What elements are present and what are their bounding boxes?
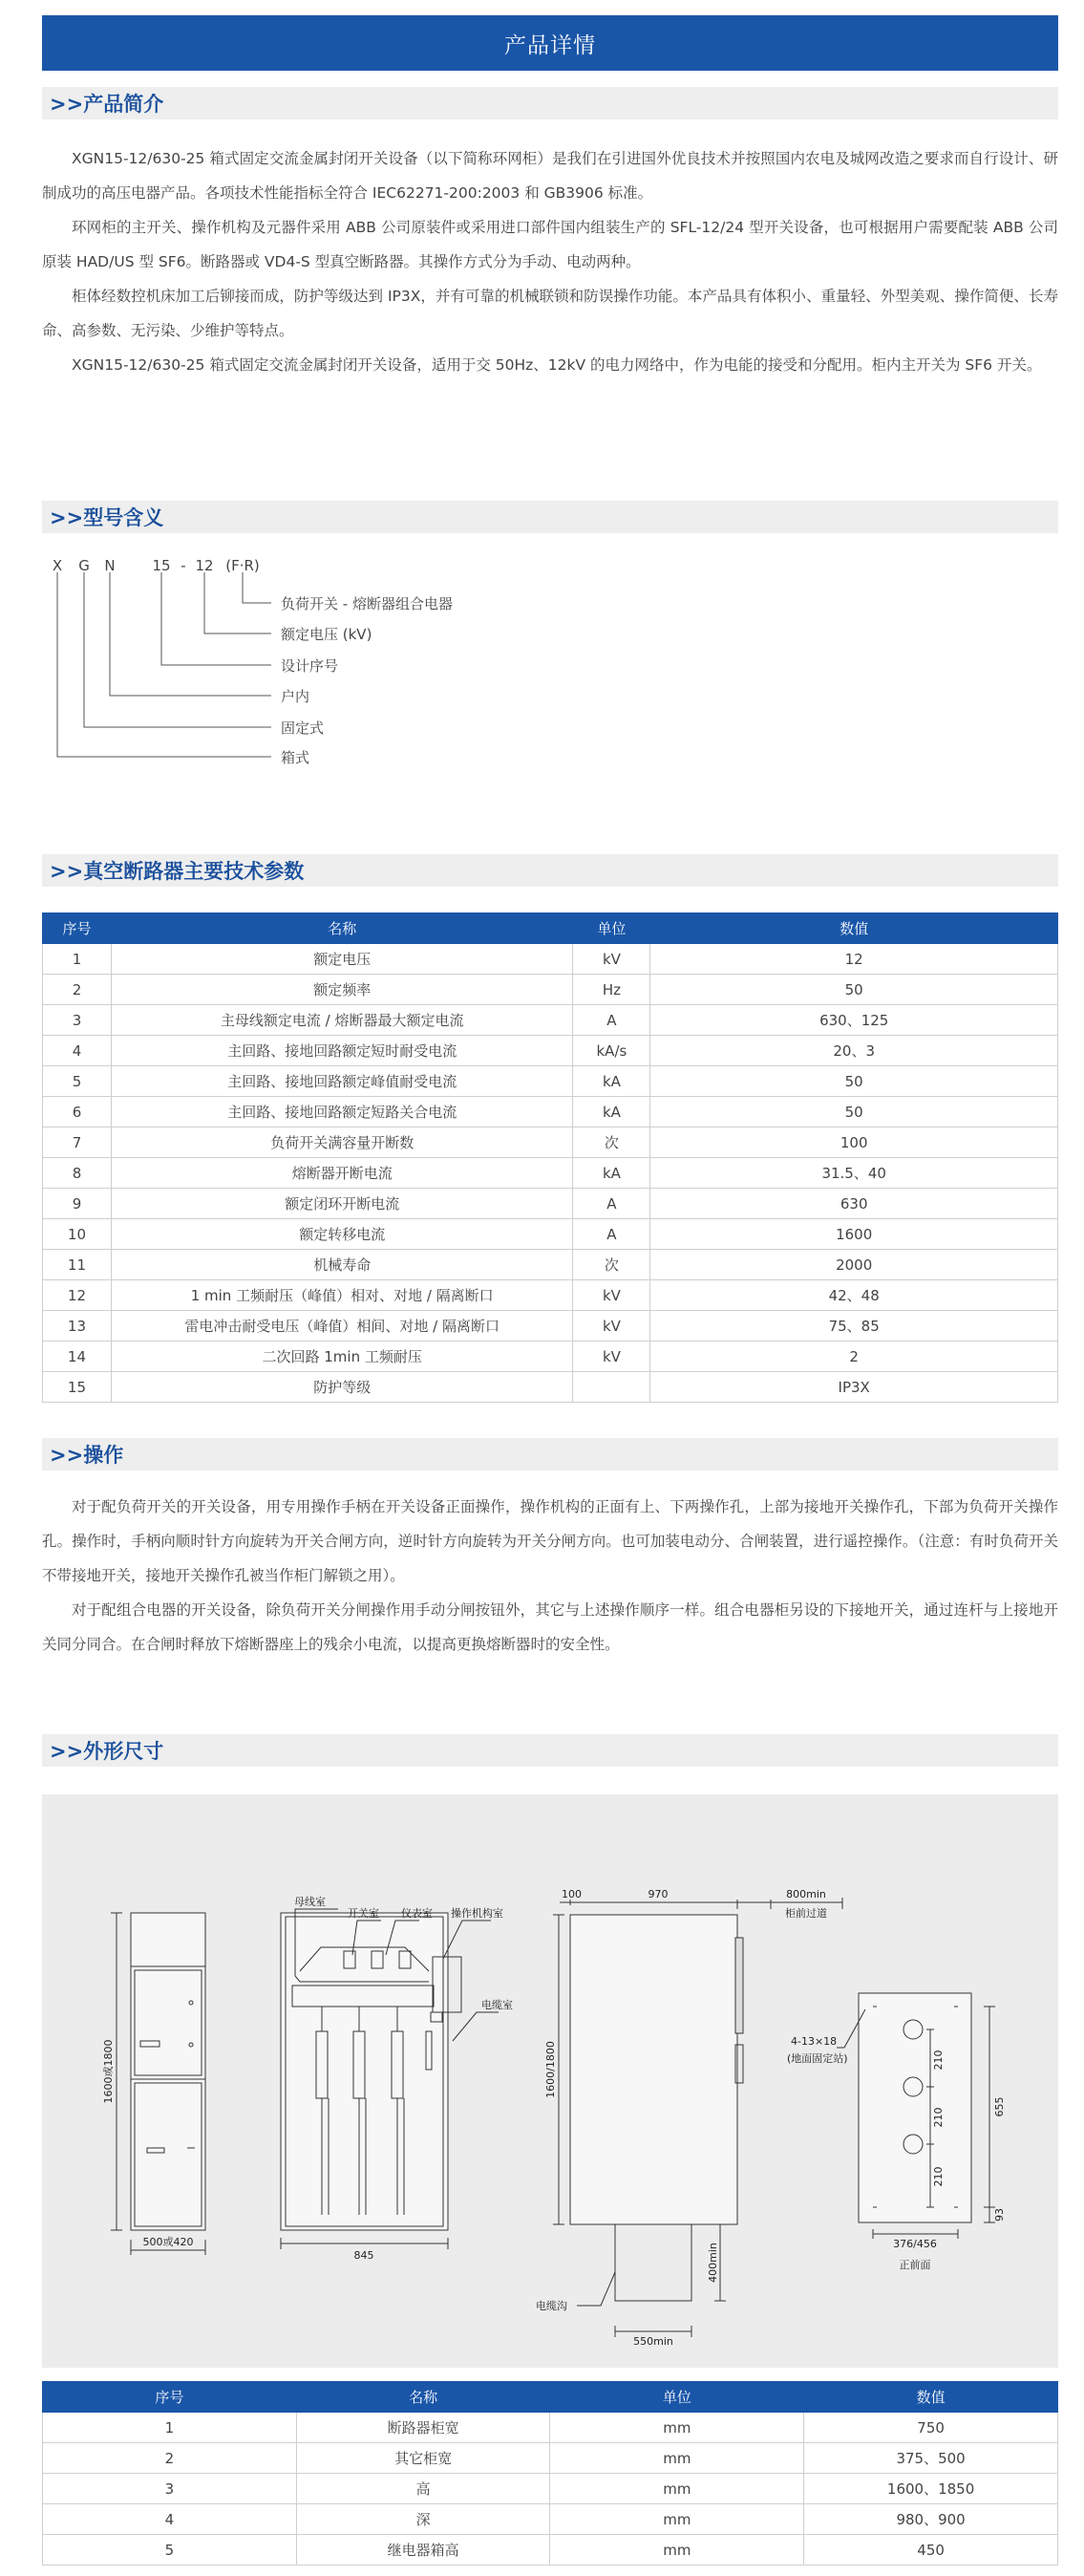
table-cell: 主回路、接地回路额定峰值耐受电流 xyxy=(111,1066,573,1097)
table-cell: 50 xyxy=(650,1097,1058,1127)
table-cell: mm xyxy=(550,2535,804,2565)
model-diagram xyxy=(42,547,615,777)
label-busbar-room: 母线室 xyxy=(294,1896,326,1908)
dim-width-inner: 845 xyxy=(353,2249,374,2262)
intro-text xyxy=(42,141,1058,382)
table-cell: 1 xyxy=(43,944,112,975)
section-title-params: >>真空断路器主要技术参数 xyxy=(42,854,1058,887)
model-code-n: N xyxy=(104,557,116,574)
label-front-face: 正前面 xyxy=(899,2259,931,2271)
table-cell: 6 xyxy=(43,1097,112,1127)
table-cell: 主回路、接地回路额定短路关合电流 xyxy=(111,1097,573,1127)
table-cell: 12 xyxy=(650,944,1058,975)
table-cell: 额定闭环开断电流 xyxy=(111,1189,573,1219)
table-cell: mm xyxy=(550,2474,804,2504)
table-cell: 2 xyxy=(43,2443,297,2474)
table-cell: kA xyxy=(573,1158,650,1189)
table-header: 单位 xyxy=(573,913,650,944)
table-header: 单位 xyxy=(550,2382,804,2413)
model-meaning: 负荷开关 - 熔断器组合电器 xyxy=(281,595,453,612)
table-cell: 14 xyxy=(43,1342,112,1372)
dim-height-front: 1600或1800 xyxy=(102,2039,115,2104)
dim-550: 550min xyxy=(633,2335,673,2348)
intro-paragraph: XGN15-12/630-25 箱式固定交流金属封闭开关设备（以下简称环网柜）是我们在引进国外优良技术并按照国内农电及城网改造之要求而自行设计、研制成功的高压电器产品。各项技术性能指标全符合 IEC62271-200:2003 和 GB3906 标准。 xyxy=(42,150,1058,202)
table-cell: 42、48 xyxy=(650,1280,1058,1311)
dim-210: 210 xyxy=(932,2050,945,2071)
table-cell: 50 xyxy=(650,975,1058,1005)
table-cell: 980、900 xyxy=(804,2504,1058,2535)
operation-text xyxy=(42,1490,1058,1662)
table-cell: mm xyxy=(550,2413,804,2443)
model-meaning: 固定式 xyxy=(281,719,325,737)
table-cell: 二次回路 1min 工频耐压 xyxy=(111,1342,573,1372)
model-meaning: 额定电压 (kV) xyxy=(281,626,372,643)
label-ground-fix: (地面固定站) xyxy=(787,2052,848,2065)
table-cell: 20、3 xyxy=(650,1036,1058,1066)
table-cell: 31.5、40 xyxy=(650,1158,1058,1189)
dim-970: 970 xyxy=(648,1888,669,1900)
table-cell: 13 xyxy=(43,1311,112,1342)
table-cell: 9 xyxy=(43,1189,112,1219)
table-cell: 1600 xyxy=(650,1219,1058,1250)
table-cell: 断路器柜宽 xyxy=(296,2413,550,2443)
table-cell: 15 xyxy=(43,1372,112,1403)
table-cell: 750 xyxy=(804,2413,1058,2443)
table-header: 数值 xyxy=(804,2382,1058,2413)
table-cell: 高 xyxy=(296,2474,550,2504)
table-cell: 11 xyxy=(43,1250,112,1280)
table-cell: 主回路、接地回路额定短时耐受电流 xyxy=(111,1036,573,1066)
table-row xyxy=(43,1127,1058,1158)
dim-400: 400min xyxy=(707,2243,719,2283)
table-cell: 额定频率 xyxy=(111,975,573,1005)
dim-376: 376/456 xyxy=(893,2238,937,2250)
table-cell xyxy=(573,1372,650,1403)
operation-paragraph: 对于配组合电器的开关设备，除负荷开关分闸操作用手动分闸按钮外，其它与上述操作顺序一样。组合电器柜另设的下接地开关，通过连杆与上接地开关同分同合。在合闸时释放下熔断器座上的残余小电流，以提高更换熔断器时的安全性。 xyxy=(42,1601,1058,1653)
dim-width-front: 500或420 xyxy=(142,2236,194,2248)
table-cell: 5 xyxy=(43,1066,112,1097)
dimensions-table xyxy=(42,2381,1058,2565)
table-cell: 机械寿命 xyxy=(111,1250,573,1280)
intro-paragraph: 环网柜的主开关、操作机构及元器件采用 ABB 公司原装件或采用进口部件国内组装生产的 SFL-12/24 型开关设备，也可根据用户需要配装 ABB 公司原装 HAD/US 型 SF6。断路器或 VD4-S 型真空断路器。其操作方式分为手动、电动两种。 xyxy=(42,219,1058,270)
table-cell: 1600、1850 xyxy=(804,2474,1058,2504)
table-cell: 450 xyxy=(804,2535,1058,2565)
table-cell: 2 xyxy=(650,1342,1058,1372)
table-cell: 3 xyxy=(43,2474,297,2504)
table-cell: 防护等级 xyxy=(111,1372,573,1403)
section-title-model: >>型号含义 xyxy=(42,501,1058,533)
table-row xyxy=(43,1005,1058,1036)
table-cell: kA xyxy=(573,1097,650,1127)
table-cell: 次 xyxy=(573,1250,650,1280)
table-cell: 次 xyxy=(573,1127,650,1158)
model-meaning: 箱式 xyxy=(281,749,310,766)
table-header: 序号 xyxy=(43,913,112,944)
table-row xyxy=(43,2474,1058,2504)
table-row xyxy=(43,2413,1058,2443)
dim-height-side: 1600/1800 xyxy=(544,2041,557,2098)
table-cell: 1 xyxy=(43,2413,297,2443)
params-table-body xyxy=(43,944,1058,1403)
table-cell: 额定转移电流 xyxy=(111,1219,573,1250)
table-cell: 12 xyxy=(43,1280,112,1311)
label-instrument-room: 仪表室 xyxy=(401,1907,433,1920)
dim-93: 93 xyxy=(993,2208,1006,2222)
table-row xyxy=(43,1158,1058,1189)
table-cell: kV xyxy=(573,1311,650,1342)
table-cell: 2000 xyxy=(650,1250,1058,1280)
table-cell: 雷电冲击耐受电压（峰值）相间、对地 / 隔离断口 xyxy=(111,1311,573,1342)
label-bolts: 4-13×18 xyxy=(791,2035,838,2048)
table-cell: 其它柜宽 xyxy=(296,2443,550,2474)
table-cell: 负荷开关满容量开断数 xyxy=(111,1127,573,1158)
section-title-dimensions: >>外形尺寸 xyxy=(42,1734,1058,1767)
table-cell: 5 xyxy=(43,2535,297,2565)
table-cell: 10 xyxy=(43,1219,112,1250)
page-title: 产品详情 xyxy=(42,15,1058,71)
table-row xyxy=(43,1280,1058,1311)
dim-210: 210 xyxy=(932,2166,945,2187)
table-cell: kA/s xyxy=(573,1036,650,1066)
dimension-drawing xyxy=(42,1794,1058,2368)
table-row xyxy=(43,1097,1058,1127)
label-switch-room: 开关室 xyxy=(348,1907,379,1920)
table-cell: 主母线额定电流 / 熔断器最大额定电流 xyxy=(111,1005,573,1036)
table-cell: A xyxy=(573,1219,650,1250)
table-row xyxy=(43,2504,1058,2535)
model-meaning: 设计序号 xyxy=(281,657,339,675)
table-row xyxy=(43,1372,1058,1403)
model-code-x: X xyxy=(52,557,63,574)
params-table xyxy=(42,912,1058,1403)
table-cell: 375、500 xyxy=(804,2443,1058,2474)
table-cell: 2 xyxy=(43,975,112,1005)
table-cell: mm xyxy=(550,2504,804,2535)
table-row xyxy=(43,1250,1058,1280)
table-cell: 1 min 工频耐压（峰值）相对、对地 / 隔离断口 xyxy=(111,1280,573,1311)
dim-210: 210 xyxy=(932,2107,945,2128)
table-cell: 50 xyxy=(650,1066,1058,1097)
table-header: 名称 xyxy=(296,2382,550,2413)
table-cell: mm xyxy=(550,2443,804,2474)
table-row xyxy=(43,1219,1058,1250)
model-code-serial: 15 xyxy=(152,557,171,574)
dim-100: 100 xyxy=(562,1888,582,1900)
label-cable-trench: 电缆沟 xyxy=(536,2300,567,2312)
table-row xyxy=(43,1036,1058,1066)
label-mechanism-room: 操作机构室 xyxy=(451,1907,503,1920)
table-cell: kV xyxy=(573,1342,650,1372)
table-cell: A xyxy=(573,1005,650,1036)
table-cell: 深 xyxy=(296,2504,550,2535)
table-cell: 100 xyxy=(650,1127,1058,1158)
table-cell: 额定电压 xyxy=(111,944,573,975)
table-cell: 8 xyxy=(43,1158,112,1189)
table-cell: 75、85 xyxy=(650,1311,1058,1342)
table-row xyxy=(43,2535,1058,2565)
table-row xyxy=(43,1066,1058,1097)
label-aisle: 柜前过道 xyxy=(785,1907,827,1920)
operation-paragraph: 对于配负荷开关的开关设备，用专用操作手柄在开关设备正面操作，操作机构的正面有上、下两操作孔，上部为接地开关操作孔，下部为负荷开关操作孔。操作时，手柄向顺时针方向旋转为开关合闸方向，逆时针方向旋转为开关分闸方向。也可加装电动分、合闸装置，进行遥控操作。（注意：有时负荷开关不带接地开关，接地开关操作孔被当作柜门解锁之用）。 xyxy=(42,1498,1058,1584)
table-cell: 7 xyxy=(43,1127,112,1158)
table-row xyxy=(43,1342,1058,1372)
dim-800: 800min xyxy=(786,1888,826,1900)
table-cell: 4 xyxy=(43,2504,297,2535)
table-cell: Hz xyxy=(573,975,650,1005)
table-cell: 3 xyxy=(43,1005,112,1036)
table-cell: kA xyxy=(573,1066,650,1097)
dim-655: 655 xyxy=(993,2096,1006,2117)
section-title-operation: >>操作 xyxy=(42,1438,1058,1470)
table-cell: A xyxy=(573,1189,650,1219)
table-header: 名称 xyxy=(111,913,573,944)
table-header: 序号 xyxy=(43,2382,297,2413)
cabinet-drawing xyxy=(42,1794,1058,2368)
table-cell: 熔断器开断电流 xyxy=(111,1158,573,1189)
intro-paragraph: 柜体经数控机床加工后铆接而成，防护等级达到 IP3X，并有可靠的机械联锁和防误操作功能。本产品具有体积小、重量轻、外型美观、操作简便、长寿命、高参数、无污染、少维护等特点。 xyxy=(42,288,1058,339)
table-row xyxy=(43,1189,1058,1219)
dimensions-table-body xyxy=(43,2413,1058,2565)
table-cell: kV xyxy=(573,1280,650,1311)
table-cell: kV xyxy=(573,944,650,975)
table-row xyxy=(43,975,1058,1005)
table-row xyxy=(43,2443,1058,2474)
model-meaning: 户内 xyxy=(281,688,310,705)
table-header: 数值 xyxy=(650,913,1058,944)
model-code-g: G xyxy=(78,557,90,574)
label-cable-room: 电缆室 xyxy=(481,1999,513,2011)
table-cell: 630 xyxy=(650,1189,1058,1219)
table-row xyxy=(43,944,1058,975)
model-code-dash: - xyxy=(181,557,186,574)
model-code-fr: (F·R) xyxy=(225,557,260,574)
section-title-intro: >>产品简介 xyxy=(42,87,1058,119)
model-code-voltage: 12 xyxy=(195,557,214,574)
table-row xyxy=(43,1311,1058,1342)
table-cell: IP3X xyxy=(650,1372,1058,1403)
intro-paragraph: XGN15-12/630-25 箱式固定交流金属封闭开关设备，适用于交 50Hz、12kV 的电力网络中，作为电能的接受和分配用。柜内主开关为 SF6 开关。 xyxy=(72,356,1042,374)
table-cell: 4 xyxy=(43,1036,112,1066)
table-cell: 630、125 xyxy=(650,1005,1058,1036)
table-cell: 继电器箱高 xyxy=(296,2535,550,2565)
